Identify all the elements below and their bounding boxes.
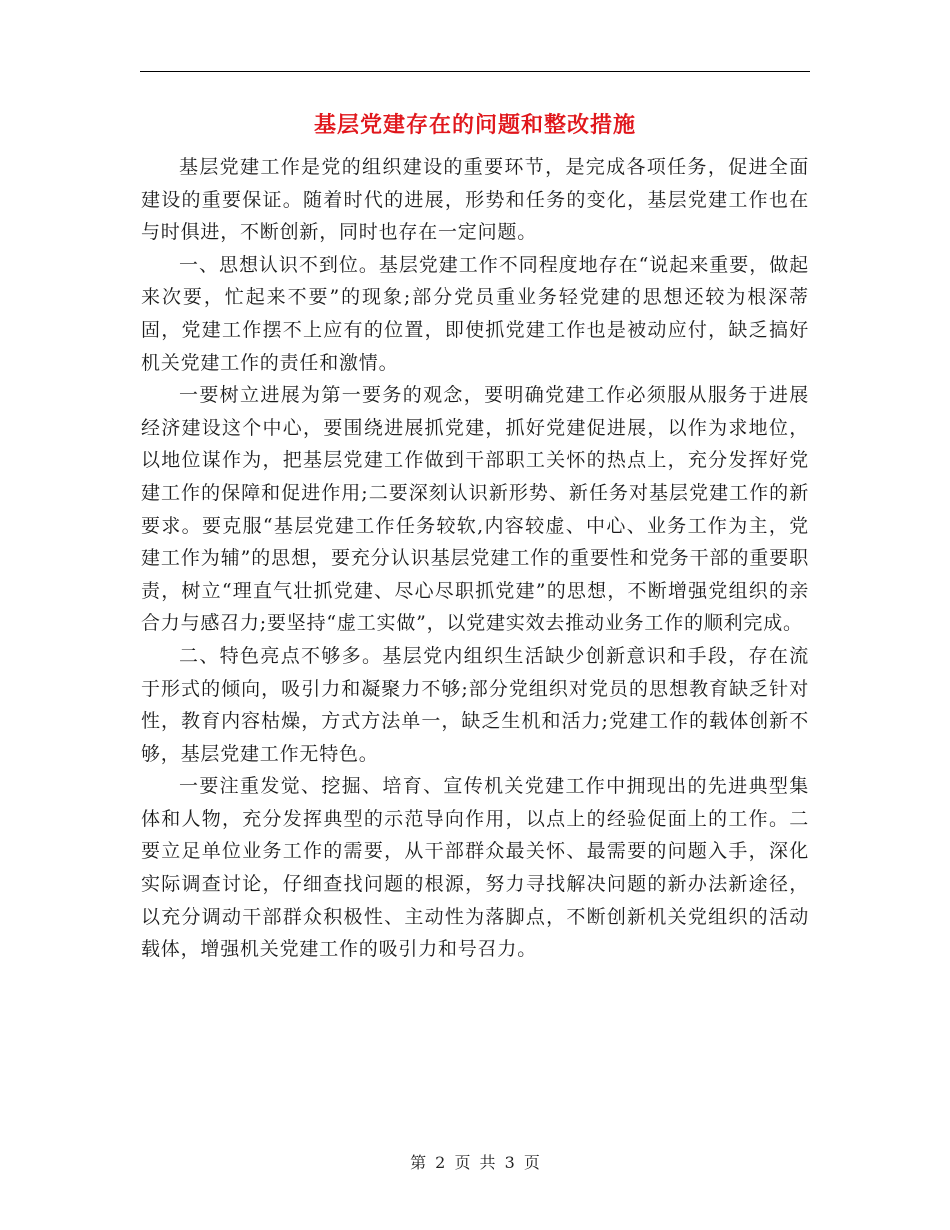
document-body bbox=[141, 151, 809, 966]
paragraph-issue-1: 一、思想认识不到位。基层党建工作不同程度地存在“说起来重要，做起来次要，忙起来不要”的现象;部分党员重业务轻党建的思想还较为根深蒂固，党建工作摆不上应有的位置，即使抓党建工作也是被动应付，缺乏搞好机关党建工作的责任和激情。 bbox=[141, 253, 809, 374]
document-title: 基层党建存在的问题和整改措施 bbox=[313, 112, 636, 138]
paragraph-measure-2: 一要注重发觉、挖掘、培育、宣传机关党建工作中拥现出的先进典型集体和人物，充分发挥典型的示范导向作用，以点上的经验促面上的工作。二要立足单位业务工作的需要，从干部群众最关怀、最需要的问题入手，深化实际调查讨论，仔细查找问题的根源，努力寻找解决问题的新办法新途径，以充分调动干部群众积极性、主动性为落脚点，不断创新机关党组织的活动载体，增强机关党建工作的吸引力和号召力。 bbox=[141, 775, 809, 961]
paragraph-measure-1: 一要树立进展为第一要务的观念，要明确党建工作必须服从服务于进展经济建设这个中心，要围绕进展抓党建，抓好党建促进展，以作为求地位，以地位谋作为，把基层党建工作做到干部职工关怀的热点上，充分发挥好党建工作的保障和促进作用;二要深刻认识新形势、新任务对基层党建工作的新要求。要克服“基层党建工作任务较软,内容较虚、中心、业务工作为主，党建工作为辅”的思想，要充分认识基层党建工作的重要性和党务干部的重要职责，树立“理直气壮抓党建、尽心尽职抓党建”的思想，不断增强党组织的亲合力与感召力;要坚持“虚工实做”，以党建实效去推动业务工作的顺利完成。 bbox=[141, 384, 809, 635]
page-number-footer: 第 2 页 共 3 页 bbox=[410, 1153, 540, 1172]
paragraph-intro: 基层党建工作是党的组织建设的重要环节，是完成各项任务，促进全面建设的重要保证。随着时代的进展，形势和任务的变化，基层党建工作也在与时俱进，不断创新，同时也存在一定问题。 bbox=[141, 156, 809, 244]
paragraph-issue-2: 二、特色亮点不够多。基层党内组织生活缺少创新意识和手段，存在流于形式的倾向，吸引力和凝聚力不够;部分党组织对党员的思想教育缺乏针对性，教育内容枯燥，方式方法单一，缺乏生机和活力;党建工作的载体创新不够，基层党建工作无特色。 bbox=[141, 644, 809, 765]
header-rule bbox=[140, 71, 810, 72]
